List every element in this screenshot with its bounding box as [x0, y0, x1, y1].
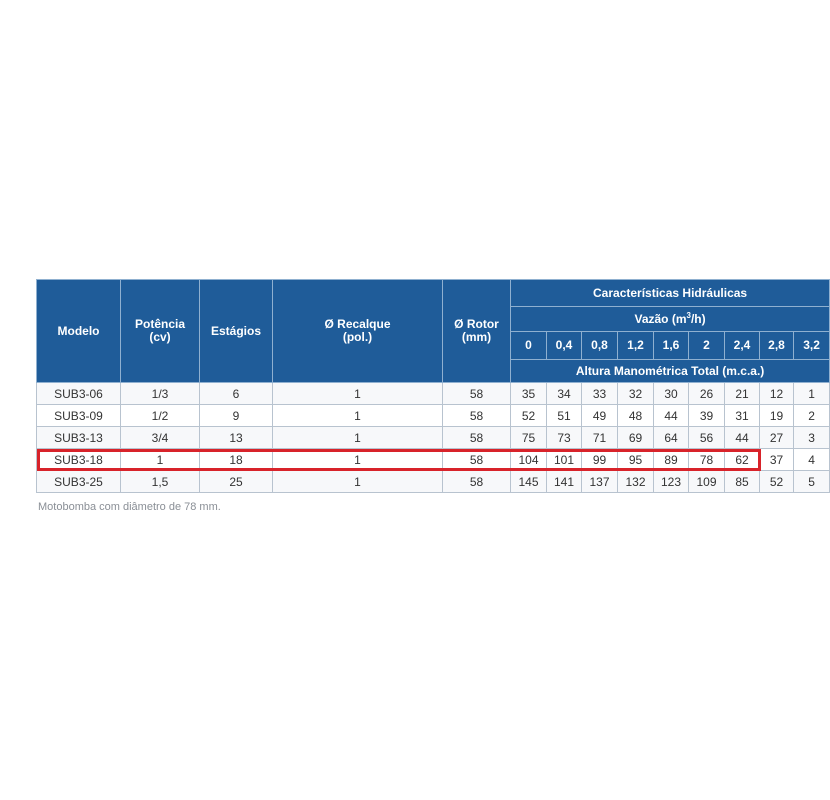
table-row	[37, 471, 830, 493]
cell-recalque: 1	[273, 471, 443, 493]
cell-head: 30	[654, 383, 689, 405]
table-row	[37, 405, 830, 427]
pump-spec-table	[36, 279, 830, 493]
cell-head: 62	[725, 449, 760, 471]
cell-head: 75	[511, 427, 547, 449]
table-row	[37, 383, 830, 405]
cell-head: 145	[511, 471, 547, 493]
cell-rotor: 58	[443, 471, 511, 493]
cell-head: 51	[547, 405, 582, 427]
cell-head: 31	[725, 405, 760, 427]
cell-head: 132	[618, 471, 654, 493]
cell-head: 3	[794, 427, 830, 449]
cell-estagios: 6	[200, 383, 273, 405]
cell-head: 5	[794, 471, 830, 493]
cell-modelo: SUB3-13	[37, 427, 121, 449]
cell-modelo: SUB3-25	[37, 471, 121, 493]
cell-head: 19	[760, 405, 794, 427]
cell-rotor: 58	[443, 383, 511, 405]
cell-head: 48	[618, 405, 654, 427]
cell-head: 44	[654, 405, 689, 427]
cell-head: 69	[618, 427, 654, 449]
cell-head: 99	[582, 449, 618, 471]
footnote: Motobomba com diâmetro de 78 mm.	[38, 501, 221, 513]
cell-head: 49	[582, 405, 618, 427]
cell-head: 1	[794, 383, 830, 405]
cell-head: 123	[654, 471, 689, 493]
cell-rotor: 58	[443, 449, 511, 471]
table-row-highlighted	[37, 449, 830, 471]
cell-estagios: 25	[200, 471, 273, 493]
header-flow-value: 1,2	[618, 332, 654, 360]
cell-head: 33	[582, 383, 618, 405]
header-flow-value: 0	[511, 332, 547, 360]
pump-spec-table-container	[36, 279, 820, 493]
header-flow-value: 2,4	[725, 332, 760, 360]
cell-head: 4	[794, 449, 830, 471]
cell-rotor: 58	[443, 405, 511, 427]
cell-head: 78	[689, 449, 725, 471]
header-recalque: Ø Recalque (pol.)	[273, 280, 443, 383]
cell-estagios: 18	[200, 449, 273, 471]
cell-recalque: 1	[273, 383, 443, 405]
cell-head: 37	[760, 449, 794, 471]
table-header	[37, 280, 830, 383]
header-caracteristicas-hidraulicas: Características Hidráulicas	[511, 280, 830, 307]
table-body	[37, 383, 830, 493]
cell-recalque: 1	[273, 405, 443, 427]
header-altura-manometrica: Altura Manométrica Total (m.c.a.)	[511, 360, 830, 383]
header-flow-value: 2,8	[760, 332, 794, 360]
cell-head: 21	[725, 383, 760, 405]
cell-estagios: 9	[200, 405, 273, 427]
cell-head: 141	[547, 471, 582, 493]
header-potencia: Potência (cv)	[121, 280, 200, 383]
table-row	[37, 427, 830, 449]
cell-head: 104	[511, 449, 547, 471]
header-rotor: Ø Rotor (mm)	[443, 280, 511, 383]
cell-head: 2	[794, 405, 830, 427]
cell-modelo: SUB3-18	[37, 449, 121, 471]
cell-potencia: 1/3	[121, 383, 200, 405]
cell-head: 71	[582, 427, 618, 449]
cell-potencia: 1	[121, 449, 200, 471]
cell-head: 64	[654, 427, 689, 449]
cell-head: 95	[618, 449, 654, 471]
header-flow-value: 3,2	[794, 332, 830, 360]
cell-modelo: SUB3-09	[37, 405, 121, 427]
cell-potencia: 1,5	[121, 471, 200, 493]
header-flow-value: 1,6	[654, 332, 689, 360]
cell-head: 35	[511, 383, 547, 405]
header-modelo: Modelo	[37, 280, 121, 383]
cell-modelo: SUB3-06	[37, 383, 121, 405]
header-vazao: Vazão $(m^3/h)$	[511, 307, 830, 332]
cell-head: 52	[511, 405, 547, 427]
header-flow-value: 0,4	[547, 332, 582, 360]
cell-head: 101	[547, 449, 582, 471]
header-flow-value: 0,8	[582, 332, 618, 360]
cell-head: 12	[760, 383, 794, 405]
cell-head: 137	[582, 471, 618, 493]
header-flow-value: 2	[689, 332, 725, 360]
cell-head: 89	[654, 449, 689, 471]
cell-potencia: 3/4	[121, 427, 200, 449]
cell-recalque: 1	[273, 427, 443, 449]
cell-head: 26	[689, 383, 725, 405]
cell-head: 44	[725, 427, 760, 449]
cell-head: 32	[618, 383, 654, 405]
cell-recalque: 1	[273, 449, 443, 471]
cell-head: 56	[689, 427, 725, 449]
cell-head: 52	[760, 471, 794, 493]
cell-head: 85	[725, 471, 760, 493]
cell-estagios: 13	[200, 427, 273, 449]
cell-head: 27	[760, 427, 794, 449]
cell-head: 39	[689, 405, 725, 427]
cell-head: 109	[689, 471, 725, 493]
cell-head: 34	[547, 383, 582, 405]
cell-rotor: 58	[443, 427, 511, 449]
header-estagios: Estágios	[200, 280, 273, 383]
cell-potencia: 1/2	[121, 405, 200, 427]
cell-head: 73	[547, 427, 582, 449]
